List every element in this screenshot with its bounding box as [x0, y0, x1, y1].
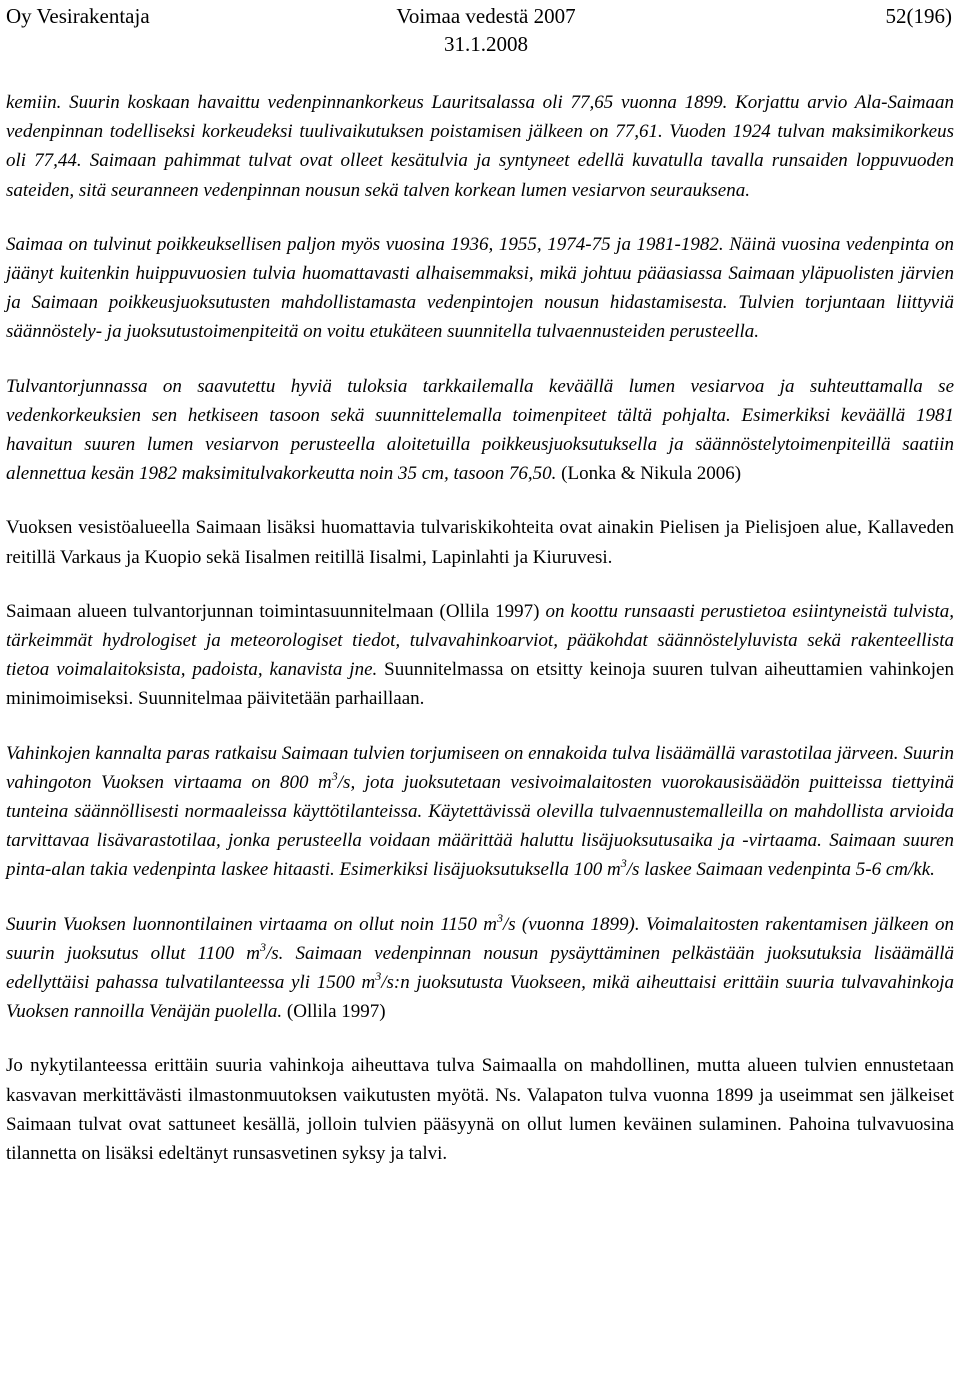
text-segment: /s, jota juoksutetaan vesivoimalaitosten vuorokausisäädön puitteissa tiettyinä tunteina säännöllisesti normaaleissa käyttötilanteissa. Käytettävissä olevilla tulvaennustemalleilla on mahdollista arvioida tarvittavaa lisävarastotilaa, jonka perusteella voidaan määrittää haluttu lisäjuoksutusaika ja -virtaama. Saimaan suuren pinta-alan takia vedenpinta laskee hitaasti. Esimerkiksi lisäjuoksutuksella 100 m — [6, 771, 954, 881]
superscript: 3 — [496, 910, 503, 925]
text-segment: on koottu runsaasti perustietoa esiintyneistä tulvista, tärkeimmät hydrologiset ja meteorologiset tiedot, tulvavahinkoarviot, pääkohdat säännöstelyluvista sekä rakenteellista tietoa voimalaitoksista, padoista, kanavista jne. — [6, 600, 954, 681]
document-title: Voimaa vedestä 2007 — [396, 4, 576, 28]
paragraph — [6, 1051, 954, 1168]
text-segment: Saimaan alueen tulvantorjunnan toimintasuunnitelmaan (Ollila 1997) — [6, 600, 546, 622]
superscript: 3 — [375, 969, 382, 984]
document-body — [6, 88, 954, 1193]
company-name: Oy Vesirakentaja — [6, 4, 150, 28]
text-segment: /s laskee Saimaan vedenpinta 5-6 cm/kk. — [626, 859, 935, 881]
superscript: 3 — [331, 768, 338, 783]
text-segment: Suunnitelmassa on etsitty keinoja suuren tulvan aiheuttamien vahinkojen minimoimiseksi. Suunnitelmaa päivitetään parhaillaan. — [6, 659, 954, 710]
page-number: 52(196) — [885, 4, 952, 28]
text-segment: Saimaa on tulvinut poikkeuksellisen paljon myös vuosina 1936, 1955, 1974-75 ja 1981-1982. Näinä vuosina vedenpinta on jäänyt kuitenkin huippuvuosien tulvia huomattavasti alhaisemmaksi, mikä johtuu pääasiassa Saimaan yläpuolisten järvien ja Saimaan poikkeusjuoksutusten mahdollistamasta vedenpintojen nousun hidastamisesta. Tulvien torjuntaan liittyviä säännöstely- ja juoksutustoimenpiteitä on voitu etukäteen suunnitella tulvaennusteiden perusteella. — [6, 233, 954, 343]
paragraph — [6, 910, 954, 1027]
superscript: 3 — [259, 939, 266, 954]
paragraph — [6, 597, 954, 714]
text-segment: kemiin. Suurin koskaan havaittu vedenpinnankorkeus Lauritsalassa oli 77,65 vuonna 1899. Korjattu arvio Ala-Saimaan vedenpinnan todelliseksi korkeudeksi tuulivaikutuksen poistamisen jälkeen on 77,61. Vuoden 1924 tulvan maksimikorkeus oli 77,44. Saimaan pahimmat tulvat ovat olleet kesätulvia ja syntyneet edellä kuvatulla tavalla runsaiden loppuvuoden sateiden, sitä seuranneen vedenpinnan nousun sekä talven korkean lumen vesiarvon seurauksena. — [6, 92, 954, 201]
paragraph — [6, 372, 954, 489]
text-segment: /s:n juoksutusta Vuokseen, mikä aiheuttaisi erittäin suuria tulvavahinkoja Vuoksen rannoilla Venäjän puolella. — [6, 972, 954, 1023]
text-segment: Vahinkojen kannalta paras ratkaisu Saimaan tulvien torjumiseen on ennakoida tulva lisäämällä varastotilaa järveen. Suurin vahingoton Vuoksen virtaama on 800 m — [6, 742, 954, 793]
text-segment: Suurin Vuoksen luonnontilainen virtaama on ollut noin 1150 m — [6, 913, 497, 935]
text-segment: Tulvantorjunnassa on saavutettu hyviä tuloksia tarkkailemalla keväällä lumen vesiarvoa ja suhteuttamalla se vedenkorkeuksien sen hetkiseen tasoon sekä suunnittelemalla toimenpiteet tältä pohjalta. Esimerkiksi keväällä 1981 havaitun suuren lumen vesiarvon perusteella aloitetuilla poikkeusjuoksutuksella ja säännöstelytoimenpiteillä saatiin alennettua kesän 1982 maksimitulvakorkeutta noin 35 cm, tasoon 76,50. — [6, 375, 954, 485]
text-segment: (Lonka & Nikula 2006) — [556, 463, 742, 485]
text-segment: Vuoksen vesistöalueella Saimaan lisäksi huomattavia tulvariskikohteita ovat ainakin Pielisen ja Pielisjoen alue, Kallaveden reitillä Varkaus ja Kuopio sekä Iisalmen reitillä Iisalmi, Lapinlahti ja Kiuruvesi. — [6, 517, 954, 568]
document-title-block — [366, 2, 606, 58]
paragraph — [6, 739, 954, 885]
paragraph — [6, 88, 954, 205]
text-segment: (Ollila 1997) — [282, 1001, 386, 1023]
paragraph — [6, 230, 954, 347]
text-segment: Jo nykytilanteessa erittäin suuria vahinkoja aiheuttava tulva Saimaalla on mahdollinen, mutta alueen tulvien ennustetaan kasvavan merkittävästi ilmastonmuutoksen vaikutusten myötä. Ns. Valapaton tulva vuonna 1899 ja useimmat sen jälkeiset Saimaan tulvat ovat sattuneet kesällä, jolloin tulvien pääsyynä on ollut lumen keväinen sulaminen. Pahoina tulvavuosina tilannetta on lisäksi edeltänyt runsasvetinen syksy ja talvi. — [6, 1055, 954, 1165]
superscript: 3 — [620, 856, 627, 871]
page-header — [6, 2, 952, 58]
text-segment: /s. Saimaan vedenpinnan nousun pysäyttäminen pelkästään juoksutuksia lisäämällä edellyttäisi pahassa tulvatilanteessa yli 1500 m — [6, 942, 955, 994]
document-date: 31.1.2008 — [444, 32, 528, 56]
paragraph — [6, 513, 954, 571]
text-segment: /s (vuonna 1899). Voimalaitosten rakentamisen jälkeen on suurin juoksutus ollut 1100 m — [6, 913, 954, 964]
